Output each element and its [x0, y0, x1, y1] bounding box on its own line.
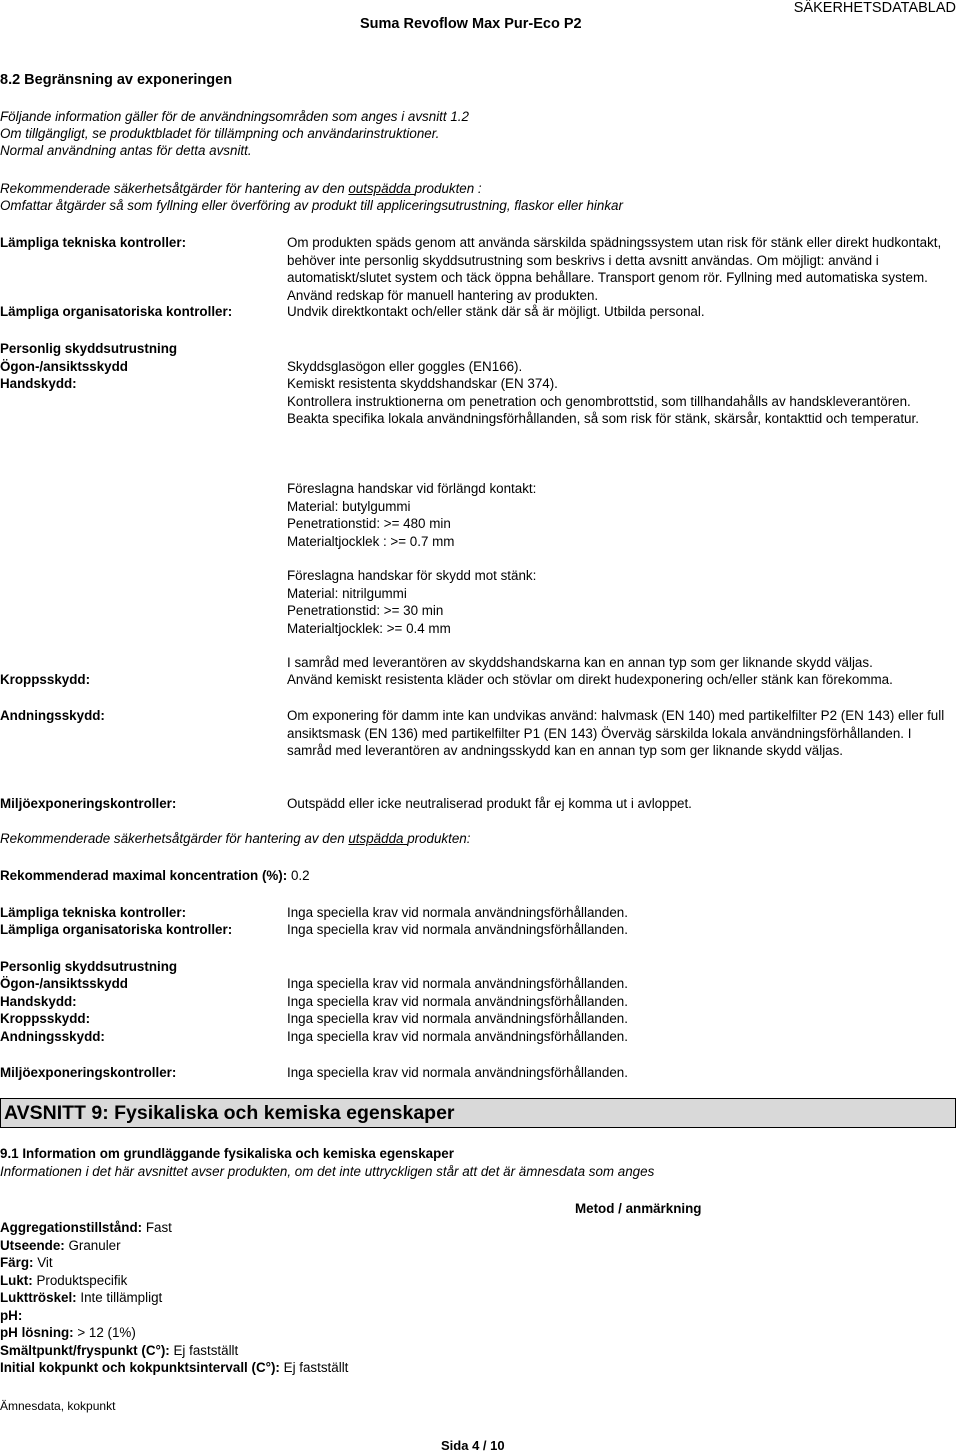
property-label: Lukt:	[0, 1272, 33, 1288]
org-controls-text: Undvik direktkontakt och/eller stänk där så är möjligt. Utbilda personal.	[287, 304, 705, 319]
diluted-tech-label: Lämpliga tekniska kontroller:	[0, 905, 187, 920]
hand-protection-text	[287, 375, 957, 428]
property-value: Vit	[37, 1255, 53, 1270]
diluted-resp-text: Inga speciella krav vid normala användningsförhållanden.	[287, 1029, 628, 1044]
recommendation-diluted	[0, 830, 470, 848]
glove-line: Föreslagna handskar för skydd mot stänk:	[287, 568, 537, 583]
diluted-body-text: Inga speciella krav vid normala användningsförhållanden.	[287, 1011, 628, 1026]
property-value: Ej fastställt	[283, 1360, 349, 1375]
recommendation-text-end: produkten:	[407, 831, 471, 846]
property-row	[0, 1289, 348, 1307]
property-label: pH lösning:	[0, 1325, 74, 1340]
max-concentration-value: 0.2	[290, 868, 310, 883]
recommendation-scope: Omfattar åtgärder så som fyllning eller överföring av produkt till appliceringsutrustning, flaskor eller hinkar	[0, 198, 623, 213]
diluted-tech-text: Inga speciella krav vid normala användningsförhållanden.	[287, 905, 628, 920]
diluted-hand-label: Handskydd:	[0, 994, 77, 1009]
diluted-body-label: Kroppsskydd:	[0, 1011, 91, 1026]
body-protection-label: Kroppsskydd:	[0, 672, 91, 687]
recommendation-underlined: outspädda	[348, 181, 415, 196]
method-column-header: Metod / anmärkning	[575, 1201, 702, 1216]
property-row	[0, 1237, 348, 1255]
diluted-org-text: Inga speciella krav vid normala användningsförhållanden.	[287, 922, 628, 937]
property-row	[0, 1307, 348, 1325]
glove-line: Penetrationstid: >= 30 min	[287, 603, 444, 618]
property-label: Färg:	[0, 1255, 34, 1270]
diluted-env-label: Miljöexponeringskontroller:	[0, 1065, 177, 1080]
section-8-2-heading: 8.2 Begränsning av exponeringen	[0, 72, 233, 88]
section-9-1-heading: 9.1 Information om grundläggande fysikaliska och kemiska egenskaper	[0, 1146, 454, 1161]
property-list	[0, 1219, 348, 1377]
property-row	[0, 1324, 348, 1342]
section-9-1-note: Informationen i det här avsnittet avser produkten, om det inte uttryckligen står att det är ämnesdata som anges	[0, 1164, 655, 1179]
max-concentration-label: Rekommenderad maximal koncentration (%):	[0, 868, 288, 883]
property-row	[0, 1254, 348, 1272]
glove-line: Föreslagna handskar vid förlängd kontakt:	[287, 481, 537, 496]
recommendation-underlined: utspädda	[348, 831, 408, 846]
eye-protection-label: Ögon-/ansiktsskydd	[0, 359, 128, 374]
hand-line: Kemiskt resistenta skyddshandskar (EN 374).	[287, 376, 558, 391]
glove-note: I samråd med leverantören av skyddshandskarna kan en annan typ som ger liknande skydd väljas.	[287, 655, 873, 670]
diluted-org-label: Lämpliga organisatoriska kontroller:	[0, 922, 233, 937]
intro-line: Följande information gäller för de användningsområden som anges i avsnitt 1.2	[0, 109, 469, 124]
header-doc-type: SÄKERHETSDATABLAD	[793, 0, 956, 16]
env-controls-label: Miljöexponeringskontroller:	[0, 796, 177, 811]
footnote: Ämnesdata, kokpunkt	[0, 1399, 116, 1413]
property-row	[0, 1342, 348, 1360]
property-label: Smältpunkt/fryspunkt (C°):	[0, 1342, 170, 1358]
glove-long-contact	[287, 480, 957, 550]
glove-line: Penetrationstid: >= 480 min	[287, 516, 451, 531]
diluted-hand-text: Inga speciella krav vid normala användningsförhållanden.	[287, 994, 628, 1009]
diluted-ppe-heading: Personlig skyddsutrustning	[0, 959, 178, 974]
property-value: Inte tillämpligt	[80, 1290, 163, 1305]
section-9-banner	[0, 1098, 956, 1128]
glove-line: Material: nitrilgummi	[287, 585, 407, 601]
glove-line: Material: butylgummi	[287, 498, 411, 514]
property-row	[0, 1359, 348, 1377]
tech-controls-label: Lämpliga tekniska kontroller:	[0, 235, 187, 250]
property-value: Granuler	[68, 1237, 121, 1253]
glove-splash	[287, 567, 957, 637]
property-label: pH:	[0, 1307, 23, 1323]
property-row	[0, 1219, 348, 1237]
tech-controls-text: Om produkten späds genom att använda särskilda spädningssystem utan risk för stänk eller direkt hudkontakt, behöver inte personlig skyddsutrustning som beskrivs i detta avsnitt användas. Om möjligt: använd i automatiskt/slutet system och täck öppna behållare. Transport genom rör. Fyllning med automatiska system. Använd redskap för manuell hantering av produkten.	[287, 235, 942, 303]
intro-line: Normal användning antas för detta avsnitt.	[0, 143, 252, 158]
header-product-name: Suma Revoflow Max Pur-Eco P2	[360, 16, 582, 32]
property-value: Fast	[145, 1220, 172, 1235]
ppe-heading: Personlig skyddsutrustning	[0, 341, 178, 356]
hand-protection-label: Handskydd:	[0, 376, 77, 391]
property-label: Initial kokpunkt och kokpunktsintervall (C°):	[0, 1360, 280, 1375]
recommendation-text: Rekommenderade säkerhetsåtgärder för hantering av den	[0, 181, 349, 196]
property-row	[0, 1272, 348, 1290]
property-value: Produktspecifik	[36, 1272, 128, 1288]
recommendation-text-end: produkten :	[414, 181, 482, 196]
org-controls-label: Lämpliga organisatoriska kontroller:	[0, 304, 233, 319]
property-label: Lukttröskel:	[0, 1290, 77, 1305]
section-9-title: AVSNITT 9: Fysikaliska och kemiska egenskaper	[4, 1102, 455, 1124]
intro-line: Om tillgängligt, se produktbladet för tillämpning och användarinstruktioner.	[0, 126, 440, 141]
recommendation-text: Rekommenderade säkerhetsåtgärder för hantering av den	[0, 831, 349, 846]
eye-protection-text: Skyddsglasögon eller goggles (EN166).	[287, 359, 523, 374]
glove-line: Materialtjocklek : >= 0.7 mm	[287, 533, 455, 549]
diluted-eye-text: Inga speciella krav vid normala användningsförhållanden.	[287, 976, 628, 991]
diluted-env-text: Inga speciella krav vid normala användningsförhållanden.	[287, 1065, 628, 1080]
diluted-eye-label: Ögon-/ansiktsskydd	[0, 976, 128, 991]
glove-line: Materialtjocklek: >= 0.4 mm	[287, 620, 451, 636]
env-controls-text: Outspädd eller icke neutraliserad produkt får ej komma ut i avloppet.	[287, 796, 692, 811]
property-value: Ej fastställt	[173, 1342, 239, 1358]
max-concentration	[0, 867, 310, 885]
recommendation-undiluted	[0, 180, 482, 198]
body-protection-text: Använd kemiskt resistenta kläder och stövlar om direkt hudexponering och/eller stänk kan förekomma.	[287, 672, 893, 687]
property-label: Utseende:	[0, 1237, 65, 1253]
respiratory-protection-label: Andningsskydd:	[0, 708, 105, 723]
property-label: Aggregationstillstånd:	[0, 1220, 143, 1235]
page-number: Sida 4 / 10	[441, 1438, 505, 1453]
hand-line: Kontrollera instruktionerna om penetration och genombrottstid, som tillhandahålls av handskleverantören.	[287, 393, 911, 409]
diluted-resp-label: Andningsskydd:	[0, 1029, 105, 1044]
property-value: > 12 (1%)	[77, 1325, 136, 1340]
respiratory-protection-text: Om exponering för damm inte kan undvikas använd: halvmask (EN 140) med partikelfilter P2 (EN 143) eller full ansiktsmask (EN 136) med partikelfilter P1 (EN 143) Överväg särskilda lokala användningsförhållanden. I samråd med leverantören av andningsskydd kan en annan typ som ger liknande skydd väljas.	[287, 708, 945, 758]
hand-line: Beakta specifika lokala användningsförhållanden, så som risk för stänk, skärsår, kontakttid och temperatur.	[287, 411, 919, 426]
